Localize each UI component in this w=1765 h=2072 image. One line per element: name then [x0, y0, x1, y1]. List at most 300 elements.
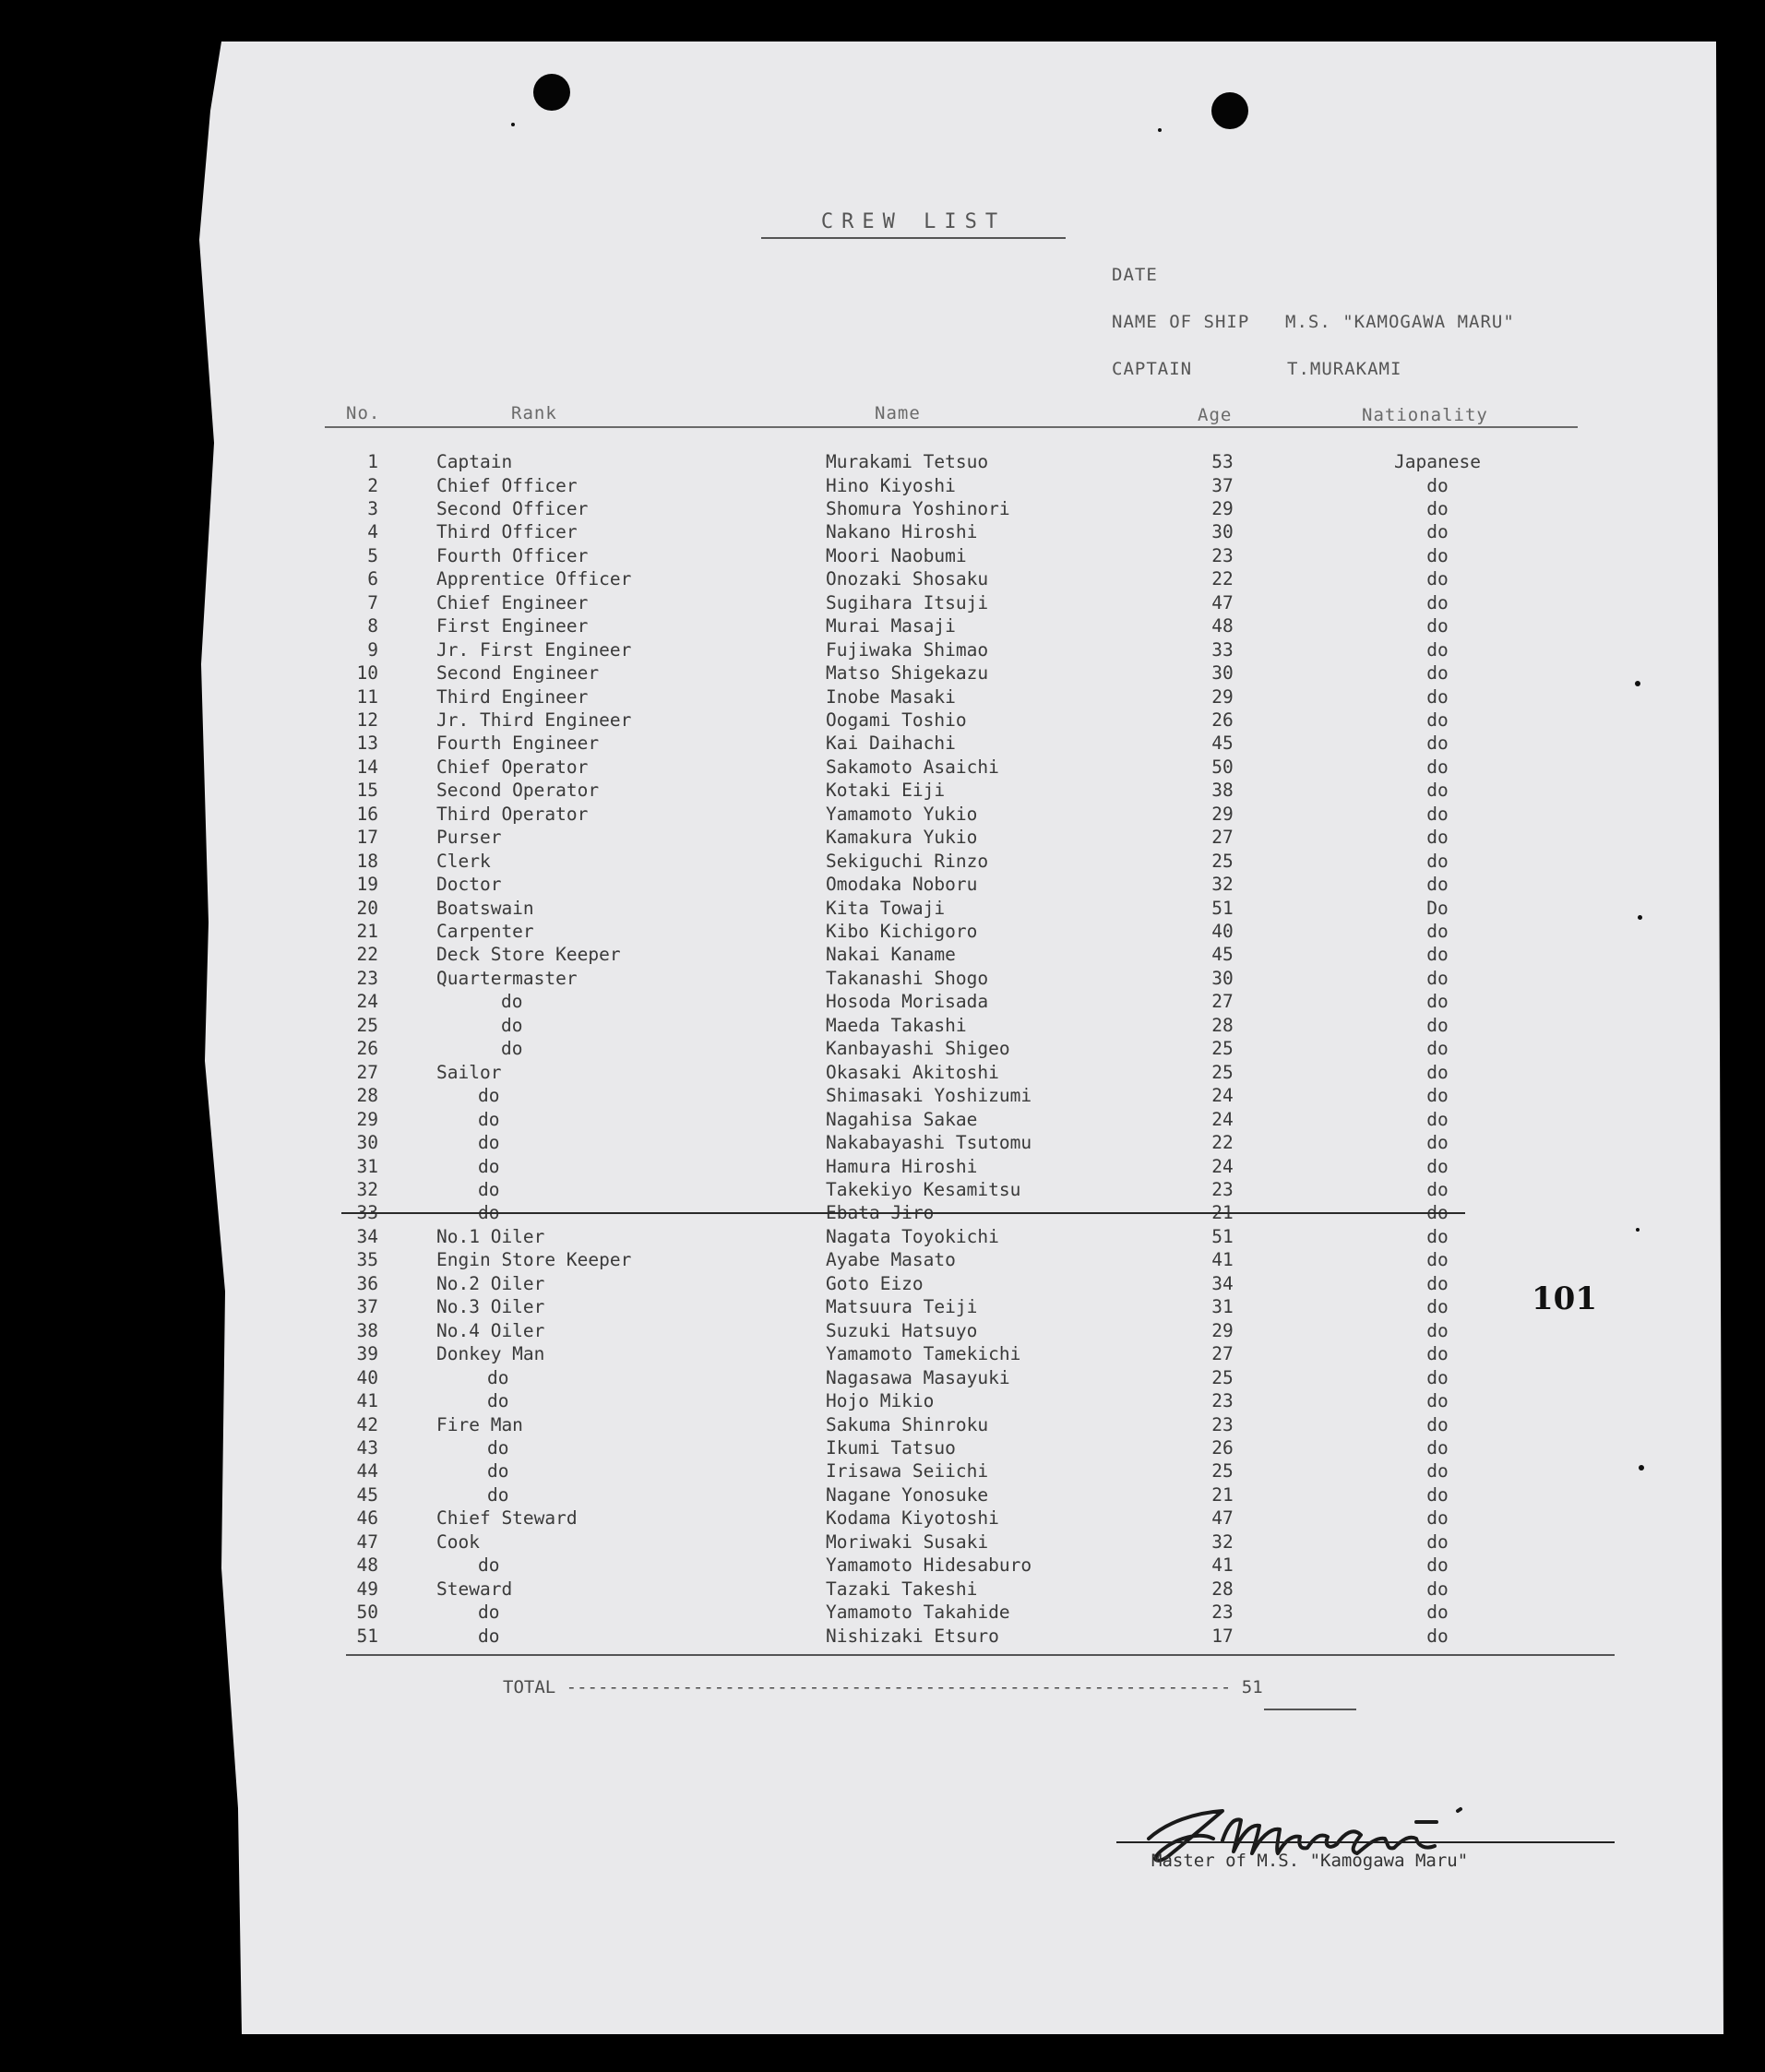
table-row: [0, 1578, 1765, 1601]
crew-age: 26: [1211, 709, 1234, 731]
crew-name: Fujiwaka Shimao: [826, 638, 989, 661]
table-row: [0, 1601, 1765, 1624]
crew-rank: Purser: [436, 827, 502, 849]
crew-name: Moori Naobumi: [826, 544, 967, 566]
crew-name: Matso Shigekazu: [826, 662, 989, 684]
crew-number: 37: [356, 1296, 378, 1318]
crew-nationality: do: [1426, 474, 1449, 496]
crew-rank: do: [487, 1390, 509, 1411]
table-row: [0, 990, 1765, 1013]
crew-rank: Jr. First Engineer: [436, 638, 632, 661]
crew-age: 25: [1211, 1061, 1234, 1083]
crew-rank: do: [478, 1202, 500, 1224]
crew-age: 26: [1211, 1436, 1234, 1459]
crew-name: Kibo Kichigoro: [826, 921, 978, 942]
crew-rank: Chief Engineer: [436, 591, 589, 613]
crew-age: 30: [1211, 967, 1234, 989]
crew-age: 25: [1211, 1038, 1234, 1060]
signature-rule: [1116, 1841, 1615, 1843]
table-row: [0, 803, 1765, 826]
crew-number: 19: [356, 874, 378, 896]
crew-rank: do: [487, 1366, 509, 1388]
crew-name: Nagata Toyokichi: [826, 1225, 999, 1247]
crew-rank: No.4 Oiler: [436, 1319, 545, 1341]
crew-name: Moriwaki Susaki: [826, 1530, 989, 1553]
crew-nationality: do: [1426, 709, 1449, 731]
crew-age: 27: [1211, 1343, 1234, 1365]
crew-name: Murai Masaji: [826, 615, 956, 637]
crew-number: 5: [367, 544, 378, 566]
speck: [1158, 128, 1162, 132]
crew-rank: Third Engineer: [436, 685, 589, 708]
total-underline: [1264, 1709, 1356, 1710]
crew-age: 23: [1211, 1390, 1234, 1411]
crew-number: 51: [356, 1625, 378, 1647]
crew-rank: Third Operator: [436, 803, 589, 825]
crew-age: 51: [1211, 1225, 1234, 1247]
crew-number: 10: [356, 662, 378, 684]
crew-name: Nakai Kaname: [826, 944, 956, 966]
crew-nationality: do: [1426, 803, 1449, 825]
crew-rank: Deck Store Keeper: [436, 944, 621, 966]
crew-number: 18: [356, 850, 378, 872]
crew-rank: Clerk: [436, 850, 491, 872]
crew-rank: Chief Operator: [436, 756, 589, 778]
table-row: [0, 1178, 1765, 1201]
crew-nationality: do: [1426, 827, 1449, 849]
crew-nationality: do: [1426, 685, 1449, 708]
crew-nationality: do: [1426, 1602, 1449, 1623]
table-row: [0, 1225, 1765, 1248]
crew-nationality: do: [1426, 1530, 1449, 1553]
table-row: [0, 709, 1765, 732]
table-row: [0, 520, 1765, 543]
crew-name: Hojo Mikio: [826, 1390, 935, 1411]
crew-rank: Donkey Man: [436, 1343, 545, 1365]
crew-age: 29: [1211, 497, 1234, 519]
crew-age: 24: [1211, 1155, 1234, 1177]
crew-rank: Fire Man: [436, 1413, 523, 1435]
crew-nationality: do: [1426, 850, 1449, 872]
crew-age: 24: [1211, 1085, 1234, 1107]
table-row: [0, 661, 1765, 685]
crew-age: 24: [1211, 1108, 1234, 1130]
crew-rank: Second Engineer: [436, 662, 600, 684]
crew-age: 41: [1211, 1249, 1234, 1271]
header-no: No.: [346, 403, 381, 423]
table-row: [0, 826, 1765, 849]
crew-number: 6: [367, 568, 378, 590]
header-age: Age: [1198, 405, 1233, 425]
speck: [1639, 1465, 1644, 1471]
crew-nationality: do: [1426, 991, 1449, 1013]
crew-age: 28: [1211, 1014, 1234, 1036]
crew-rank: First Engineer: [436, 615, 589, 637]
crew-age: 34: [1211, 1272, 1234, 1294]
total-line: [503, 1677, 1263, 1697]
crew-name: Yamamoto Hidesaburo: [826, 1554, 1032, 1577]
crew-name: Nagasawa Masayuki: [826, 1366, 1010, 1388]
crew-number: 50: [356, 1602, 378, 1623]
crew-rank: Fourth Engineer: [436, 732, 600, 755]
table-row: [0, 1108, 1765, 1131]
crew-number: 20: [356, 897, 378, 919]
crew-number: 34: [356, 1225, 378, 1247]
speck: [1635, 681, 1640, 686]
crew-nationality: do: [1426, 1061, 1449, 1083]
crew-age: 30: [1211, 521, 1234, 543]
crew-nationality: do: [1426, 1038, 1449, 1060]
crew-number: 32: [356, 1178, 378, 1200]
crew-age: 23: [1211, 544, 1234, 566]
crew-name: Ikumi Tatsuo: [826, 1436, 956, 1459]
crew-rank: Second Operator: [436, 780, 600, 802]
crew-age: 17: [1211, 1625, 1234, 1647]
captain-value: T.MURAKAMI: [1287, 359, 1402, 379]
crew-rank: Chief Officer: [436, 474, 578, 496]
crew-number: 25: [356, 1014, 378, 1036]
crew-rank: Engin Store Keeper: [436, 1249, 632, 1271]
crew-name: Omodaka Noboru: [826, 874, 978, 896]
total-value: 51: [1241, 1677, 1263, 1697]
crew-number: 16: [356, 803, 378, 825]
crew-nationality: do: [1426, 732, 1449, 755]
crew-rank: Boatswain: [436, 897, 534, 919]
crew-number: 21: [356, 921, 378, 942]
crew-number: 7: [367, 591, 378, 613]
crew-number: 23: [356, 967, 378, 989]
crew-name: Maeda Takashi: [826, 1014, 967, 1036]
crew-nationality: do: [1426, 780, 1449, 802]
crew-nationality: do: [1426, 1507, 1449, 1530]
crew-number: 49: [356, 1578, 378, 1600]
crew-number: 35: [356, 1249, 378, 1271]
crew-number: 14: [356, 756, 378, 778]
crew-name: Hino Kiyoshi: [826, 474, 956, 496]
speck: [511, 123, 515, 126]
document-title: CREW LIST: [761, 210, 1066, 239]
crew-nationality: do: [1426, 1155, 1449, 1177]
crew-age: 38: [1211, 780, 1234, 802]
crew-number: 29: [356, 1108, 378, 1130]
table-row: [0, 1389, 1765, 1412]
crew-rank: do: [501, 1014, 523, 1036]
crew-number: 47: [356, 1530, 378, 1553]
ship-name-value: M.S. "KAMOGAWA MARU": [1285, 312, 1515, 332]
crew-nationality: do: [1426, 967, 1449, 989]
crew-name: Kita Towaji: [826, 897, 946, 919]
crew-number: 28: [356, 1085, 378, 1107]
crew-nationality: do: [1426, 1225, 1449, 1247]
table-bottom-rule: [346, 1654, 1615, 1656]
crew-rank: Chief Steward: [436, 1507, 578, 1530]
crew-rank: Captain: [436, 451, 513, 472]
table-row: [0, 1084, 1765, 1107]
crew-number: 33: [356, 1202, 378, 1224]
speck: [1636, 1228, 1640, 1232]
total-leader: ---------------------------------------------------------------: [555, 1677, 1242, 1697]
header-nationality: Nationality: [1362, 405, 1488, 425]
crew-name: Sugihara Itsuji: [826, 591, 989, 613]
crew-nationality: do: [1426, 1554, 1449, 1577]
crew-number: 24: [356, 991, 378, 1013]
crew-number: 39: [356, 1343, 378, 1365]
table-row: [0, 1530, 1765, 1554]
table-row: [0, 1436, 1765, 1459]
crew-name: Yamamoto Tamekichi: [826, 1343, 1021, 1365]
crew-nationality: do: [1426, 568, 1449, 590]
crew-name: Nakabayashi Tsutomu: [826, 1132, 1032, 1153]
crew-name: Sakuma Shinroku: [826, 1413, 989, 1435]
crew-nationality: do: [1426, 1460, 1449, 1483]
crew-name: Nishizaki Etsuro: [826, 1625, 999, 1647]
crew-name: Kodama Kiyotoshi: [826, 1507, 999, 1530]
crew-number: 9: [367, 638, 378, 661]
crew-rank: Apprentice Officer: [436, 568, 632, 590]
table-row: [0, 1483, 1765, 1506]
crew-nationality: Japanese: [1394, 451, 1481, 472]
header-name: Name: [875, 403, 921, 423]
crew-rank: do: [478, 1085, 500, 1107]
table-row: [0, 1201, 1765, 1224]
crew-age: 40: [1211, 921, 1234, 942]
table-row: [0, 567, 1765, 590]
table-row: [0, 497, 1765, 520]
crew-name: Ebata Jiro: [826, 1202, 935, 1224]
crew-age: 23: [1211, 1178, 1234, 1200]
crew-rank: do: [501, 1038, 523, 1060]
crew-nationality: do: [1426, 1249, 1449, 1271]
table-row: [0, 756, 1765, 779]
crew-nationality: do: [1426, 921, 1449, 942]
crew-number: 1: [367, 451, 378, 472]
crew-nationality: do: [1426, 1366, 1449, 1388]
table-row: [0, 1131, 1765, 1154]
crew-number: 2: [367, 474, 378, 496]
crew-rank: Third Officer: [436, 521, 578, 543]
table-row: [0, 1319, 1765, 1342]
table-row: [0, 779, 1765, 802]
crew-rank: do: [487, 1483, 509, 1506]
crew-name: Irisawa Seiichi: [826, 1460, 989, 1483]
crew-age: 50: [1211, 756, 1234, 778]
crew-rank: do: [478, 1554, 500, 1577]
crew-name: Shomura Yoshinori: [826, 497, 1010, 519]
crew-number: 30: [356, 1132, 378, 1153]
crew-name: Murakami Tetsuo: [826, 451, 989, 472]
crew-number: 46: [356, 1507, 378, 1530]
date-label: DATE: [1112, 265, 1158, 285]
crew-age: 28: [1211, 1578, 1234, 1600]
crew-nationality: do: [1426, 1178, 1449, 1200]
crew-name: Yamamoto Yukio: [826, 803, 978, 825]
table-row: [0, 1506, 1765, 1530]
page-number: 101: [1532, 1280, 1597, 1317]
crew-rank: No.2 Oiler: [436, 1272, 545, 1294]
table-row: [0, 1413, 1765, 1436]
crew-number: 13: [356, 732, 378, 755]
crew-name: Takekiyo Kesamitsu: [826, 1178, 1021, 1200]
crew-number: 38: [356, 1319, 378, 1341]
crew-age: 45: [1211, 944, 1234, 966]
crew-number: 43: [356, 1436, 378, 1459]
crew-age: 47: [1211, 591, 1234, 613]
crew-number: 31: [356, 1155, 378, 1177]
crew-name: Okasaki Akitoshi: [826, 1061, 999, 1083]
crew-age: 22: [1211, 1132, 1234, 1153]
crew-number: 45: [356, 1483, 378, 1506]
table-row: [0, 850, 1765, 873]
crew-nationality: do: [1426, 497, 1449, 519]
crew-nationality: do: [1426, 1202, 1449, 1224]
crew-nationality: do: [1426, 1085, 1449, 1107]
crew-age: 21: [1211, 1483, 1234, 1506]
signature-caption: Master of M.S. "Kamogawa Maru": [1151, 1851, 1469, 1871]
crew-rank: do: [478, 1155, 500, 1177]
captain-label: CAPTAIN: [1112, 359, 1193, 379]
table-row: [0, 1554, 1765, 1577]
crew-name: Kamakura Yukio: [826, 827, 978, 849]
crew-nationality: do: [1426, 1296, 1449, 1318]
crew-age: 25: [1211, 1366, 1234, 1388]
crew-number: 11: [356, 685, 378, 708]
crew-number: 48: [356, 1554, 378, 1577]
crew-nationality: do: [1426, 521, 1449, 543]
crew-number: 17: [356, 827, 378, 849]
crew-name: Tazaki Takeshi: [826, 1578, 978, 1600]
crew-rank: do: [478, 1602, 500, 1623]
crew-number: 4: [367, 521, 378, 543]
crew-rank: Sailor: [436, 1061, 502, 1083]
crew-rank: No.1 Oiler: [436, 1225, 545, 1247]
crew-rank: do: [478, 1625, 500, 1647]
total-label: TOTAL: [503, 1677, 556, 1697]
crew-age: 30: [1211, 662, 1234, 684]
header-rank: Rank: [511, 403, 557, 423]
crew-nationality: Do: [1426, 897, 1449, 919]
crew-age: 27: [1211, 827, 1234, 849]
crew-age: 31: [1211, 1296, 1234, 1318]
crew-rank: Carpenter: [436, 921, 534, 942]
crew-age: 29: [1211, 1319, 1234, 1341]
crew-age: 47: [1211, 1507, 1234, 1530]
crew-nationality: do: [1426, 638, 1449, 661]
crew-name: Onozaki Shosaku: [826, 568, 989, 590]
crew-age: 32: [1211, 1530, 1234, 1553]
crew-rank: Fourth Officer: [436, 544, 589, 566]
crew-number: 36: [356, 1272, 378, 1294]
crew-age: 37: [1211, 474, 1234, 496]
crew-nationality: do: [1426, 1625, 1449, 1647]
crew-name: Yamamoto Takahide: [826, 1602, 1010, 1623]
crew-age: 23: [1211, 1413, 1234, 1435]
table-row: [0, 474, 1765, 497]
crew-age: 33: [1211, 638, 1234, 661]
crew-name: Hamura Hiroshi: [826, 1155, 978, 1177]
table-row: [0, 591, 1765, 614]
crew-nationality: do: [1426, 1014, 1449, 1036]
crew-rank: do: [478, 1108, 500, 1130]
crew-name: Nagane Yonosuke: [826, 1483, 989, 1506]
crew-rank: Second Officer: [436, 497, 589, 519]
crew-age: 22: [1211, 568, 1234, 590]
crew-age: 27: [1211, 991, 1234, 1013]
crew-nationality: do: [1426, 1132, 1449, 1153]
crew-number: 22: [356, 944, 378, 966]
crew-rank: Doctor: [436, 874, 502, 896]
crew-nationality: do: [1426, 1436, 1449, 1459]
table-row: [0, 685, 1765, 709]
crew-name: Hosoda Morisada: [826, 991, 989, 1013]
table-row: [0, 943, 1765, 966]
crew-rank: do: [478, 1132, 500, 1153]
crew-age: 53: [1211, 451, 1234, 472]
crew-name: Kai Daihachi: [826, 732, 956, 755]
crew-nationality: do: [1426, 1343, 1449, 1365]
table-row: [0, 1272, 1765, 1295]
crew-age: 41: [1211, 1554, 1234, 1577]
table-row: [0, 1014, 1765, 1037]
table-row: [0, 897, 1765, 920]
crew-nationality: do: [1426, 615, 1449, 637]
crew-age: 25: [1211, 850, 1234, 872]
crew-number: 26: [356, 1038, 378, 1060]
crew-age: 32: [1211, 874, 1234, 896]
crew-number: 8: [367, 615, 378, 637]
table-row: [0, 1459, 1765, 1483]
crew-age: 21: [1211, 1202, 1234, 1224]
crew-age: 29: [1211, 685, 1234, 708]
table-row: [0, 1366, 1765, 1389]
crew-name: Nagahisa Sakae: [826, 1108, 978, 1130]
table-row: [0, 1037, 1765, 1060]
table-row: [0, 1625, 1765, 1648]
crew-nationality: do: [1426, 1413, 1449, 1435]
crew-nationality: do: [1426, 1272, 1449, 1294]
crew-number: 12: [356, 709, 378, 731]
crew-nationality: do: [1426, 1108, 1449, 1130]
crew-name: Sekiguchi Rinzo: [826, 850, 989, 872]
crew-rank: No.3 Oiler: [436, 1296, 545, 1318]
table-row: [0, 920, 1765, 943]
crew-name: Kanbayashi Shigeo: [826, 1038, 1010, 1060]
crew-rank: Cook: [436, 1530, 480, 1553]
crew-name: Suzuki Hatsuyo: [826, 1319, 978, 1341]
crew-age: 29: [1211, 803, 1234, 825]
table-row: [0, 614, 1765, 637]
crew-rank: do: [501, 991, 523, 1013]
table-row: [0, 873, 1765, 896]
table-row: [0, 1155, 1765, 1178]
crew-nationality: do: [1426, 544, 1449, 566]
speck: [1638, 915, 1642, 920]
crew-number: 40: [356, 1366, 378, 1388]
table-row: [0, 1342, 1765, 1365]
crew-name: Sakamoto Asaichi: [826, 756, 999, 778]
crew-rank: Jr. Third Engineer: [436, 709, 632, 731]
crew-age: 23: [1211, 1602, 1234, 1623]
table-row: [0, 638, 1765, 661]
table-row: [0, 450, 1765, 473]
table-row: [0, 967, 1765, 990]
crew-nationality: do: [1426, 756, 1449, 778]
crew-nationality: do: [1426, 1578, 1449, 1600]
crew-number: 27: [356, 1061, 378, 1083]
table-row: [0, 1295, 1765, 1318]
crew-name: Matsuura Teiji: [826, 1296, 978, 1318]
crew-number: 44: [356, 1460, 378, 1483]
crew-rank: do: [487, 1436, 509, 1459]
